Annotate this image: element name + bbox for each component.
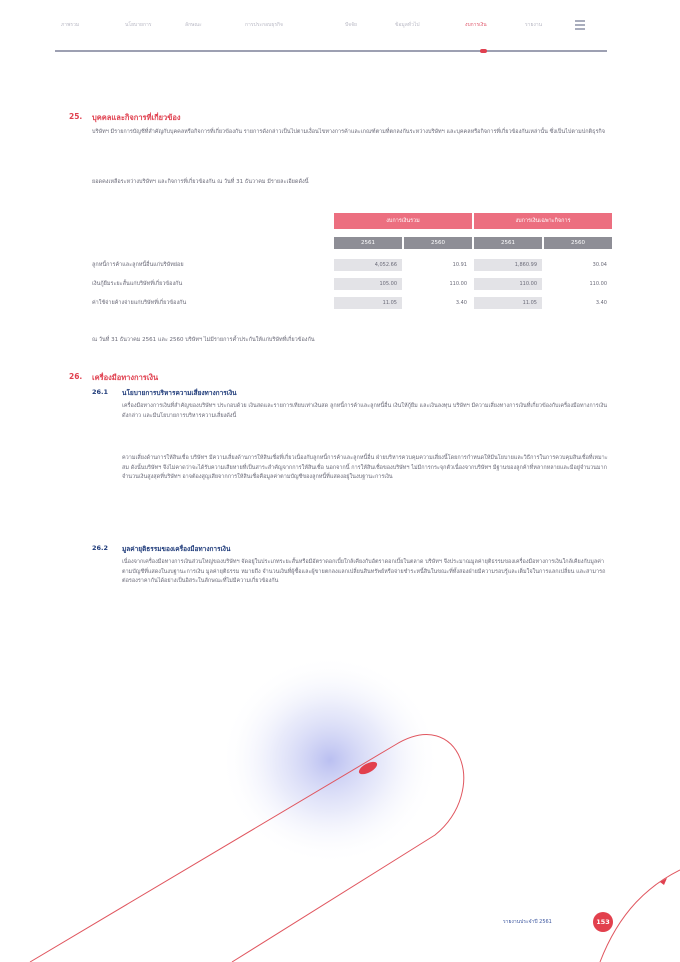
subsection-26-1-paragraph-1: เครื่องมือทางการเงินที่สำคัญของบริษัทฯ ประกอบด้วย เงินสดและรายการเทียบเท่าเงินสด ลูกหนี้การค้าและลูกหนี้อื่น เงินให้กู้ยืม และเงินลงทุน บริษัทฯ มีความเสี่ยงทางการเงินที่เกี่ยวข้องกับเครื่องมือทางการเงินดังกล่าว และมีนโยบายการบริหารความเสี่ยงดังนี้: [122, 403, 608, 419]
subsection-26-2-number: 26.2: [92, 544, 109, 552]
section-25-number: 25.: [69, 112, 83, 121]
table-row-label: เงินกู้ยืมระยะสั้นแก่บริษัทที่เกี่ยวข้องกัน: [92, 281, 183, 287]
table-subheader-year: 2561: [334, 237, 402, 249]
table-cell: 3.40: [404, 297, 472, 309]
table-cell: 105.00: [334, 278, 402, 290]
subsection-26-2-paragraph-1: เนื่องจากเครื่องมือทางการเงินส่วนใหญ่ของบริษัทฯ จัดอยู่ในประเภทระยะสั้นหรือมีอัตราดอกเบี้ยใกล้เคียงกับอัตราดอกเบี้ยในตลาด บริษัทฯ จึงประมาณมูลค่ายุติธรรมของเครื่องมือทางการเงินใกล้เคียงกับมูลค่าตามบัญชีที่แสดงในงบฐานะการเงิน มูลค่ายุติธรรม หมายถึง จำนวนเงินที่ผู้ซื้อและผู้ขายตกลงแลกเปลี่ยนสินทรัพย์หรือจ่ายชำระหนี้สินในขณะที่ทั้งสองฝ่ายมีความรอบรู้และเต็มใจในการแลกเปลี่ยน และสามารถต่อรองราคากันได้อย่างเป็นอิสระในลักษณะที่ไม่มีความเกี่ยวข้องกัน: [122, 559, 606, 584]
nav-item-general-info[interactable]: ข้อมูลทั่วไป: [395, 22, 420, 28]
table-cell: 30.04: [544, 259, 612, 271]
section-25-note: ณ วันที่ 31 ธันวาคม 2561 และ 2560 บริษัทฯ ไม่มีรายการค้ำประกันให้แก่บริษัทที่เกี่ยวข้องกัน: [92, 337, 315, 343]
subsection-26-1-number: 26.1: [92, 388, 109, 396]
table-cell: 110.00: [544, 278, 612, 290]
table-cell: 10.91: [404, 259, 472, 271]
nav-item-financial-statements[interactable]: งบการเงิน: [465, 22, 487, 28]
top-navigation: [55, 18, 615, 52]
table-cell: 1,860.99: [474, 259, 542, 271]
nav-item-characteristics[interactable]: ลักษณะ: [185, 22, 202, 28]
nav-progress-line: [55, 50, 607, 52]
menu-icon[interactable]: [575, 20, 585, 30]
subsection-26-1-title: นโยบายการบริหารความเสี่ยงทางการเงิน: [122, 389, 237, 397]
table-row-label: ค่าใช้จ่ายค้างจ่ายแก่บริษัทที่เกี่ยวข้องกัน: [92, 300, 187, 306]
table-row-label: ลูกหนี้การค้าและลูกหนี้อื่นแก่บริษัทย่อย: [92, 262, 184, 268]
table-subheader-year: 2561: [474, 237, 542, 249]
blue-glow: [220, 655, 440, 865]
subsection-26-1-paragraph-2: ความเสี่ยงด้านการให้สินเชื่อ บริษัทฯ มีความเสี่ยงด้านการให้สินเชื่อที่เกี่ยวเนื่องกับลูกหนี้การค้าและลูกหนี้อื่น ฝ่ายบริหารควบคุมความเสี่ยงนี้โดยการกำหนดให้มีนโยบายและวิธีการในการควบคุมสินเชื่อที่เหมาะสม ดังนั้นบริษัทฯ จึงไม่คาดว่าจะได้รับความเสียหายที่เป็นสาระสำคัญจากการให้สินเชื่อ นอกจากนี้ การให้สินเชื่อของบริษัทฯ ไม่มีการกระจุกตัวเนื่องจากบริษัทฯ มีฐานของลูกค้าที่หลากหลายและมีอยู่จำนวนมาก จำนวนเงินสูงสุดที่บริษัทฯ อาจต้องสูญเสียจากการให้สินเชื่อคือมูลค่าตามบัญชีของลูกหนี้ที่แสดงอยู่ในงบฐานะการเงิน: [122, 455, 608, 480]
section-25-title: บุคคลและกิจการที่เกี่ยวข้อง: [92, 113, 181, 122]
footer-report-title: รายงานประจำปี 2561: [503, 919, 552, 925]
section-25-paragraph-2: ยอดคงเหลือระหว่างบริษัทฯ และกิจการที่เกี่ยวข้องกัน ณ วันที่ 31 ธันวาคม มีรายละเอียดดังนี้: [92, 179, 309, 185]
table-cell: 3.40: [544, 297, 612, 309]
table-cell: 4,052.66: [334, 259, 402, 271]
nav-item-business[interactable]: การประกอบธุรกิจ: [245, 22, 283, 28]
decorative-curve-corner: [600, 870, 680, 962]
page-number-badge: 153: [593, 912, 613, 932]
nav-item-overview[interactable]: ภาพรวม: [61, 22, 80, 28]
nav-active-marker: [480, 49, 487, 53]
table-group-header-separate: งบการเงินเฉพาะกิจการ: [474, 213, 612, 229]
table-subheader-year: 2560: [544, 237, 612, 249]
table-subheader-year: 2560: [404, 237, 472, 249]
nav-item-policy[interactable]: นโยบายการ: [125, 22, 152, 28]
nav-item-report[interactable]: รายงาน: [525, 22, 543, 28]
section-25-paragraph-1: บริษัทฯ มีรายการบัญชีที่สำคัญกับบุคคลหรือกิจการที่เกี่ยวข้องกัน รายการดังกล่าวเป็นไปตามเงื่อนไขทางการค้าและเกณฑ์ตามที่ตกลงกันระหว่างบริษัทฯ และบุคคลหรือกิจการที่เกี่ยวข้องกันเหล่านั้น ซึ่งเป็นไปตามปกติธุรกิจ: [92, 129, 605, 135]
section-26-title: เครื่องมือทางการเงิน: [92, 373, 159, 382]
table-cell: 110.00: [474, 278, 542, 290]
section-26-number: 26.: [69, 372, 83, 381]
table-cell: 11.05: [334, 297, 402, 309]
subsection-26-2-title: มูลค่ายุติธรรมของเครื่องมือทางการเงิน: [122, 545, 231, 553]
table-cell: 110.00: [404, 278, 472, 290]
table-group-header-consolidated: งบการเงินรวม: [334, 213, 472, 229]
nav-item-risk[interactable]: ปัจจัย: [345, 22, 357, 28]
table-cell: 11.05: [474, 297, 542, 309]
